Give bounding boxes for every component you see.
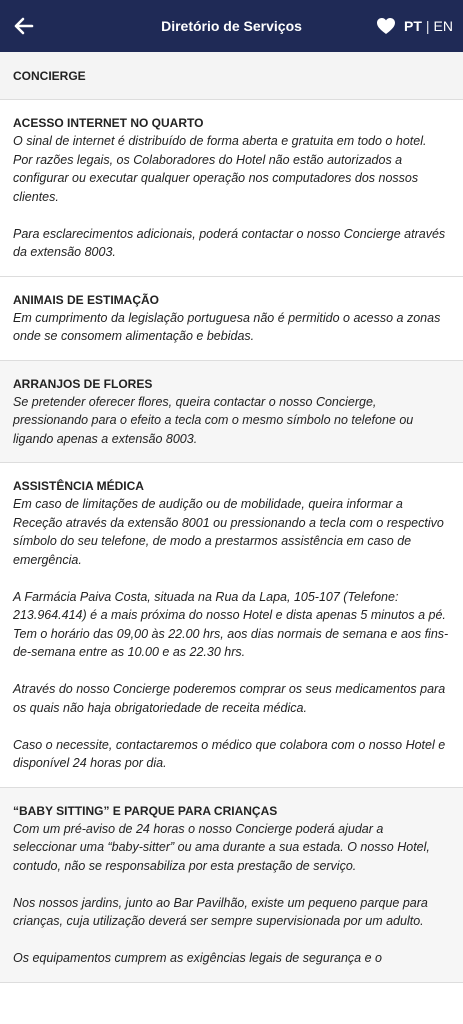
service-item-pets bbox=[0, 277, 463, 361]
heart-icon[interactable] bbox=[376, 16, 396, 36]
header-tools bbox=[376, 0, 453, 52]
service-item-text: O sinal de internet é distribuído de forma aberta e gratuita em todo o hotel. Por razões legais, os Colaboradores do Hotel não estão autorizados a configurar ou executar qualquer operação nos computadores dos nossos clientes. bbox=[13, 134, 427, 204]
service-item-text: A Farmácia Paiva Costa, situada na Rua da Lapa, 105-107 (Telefone: 213.964.414) é a mais próxima do nosso Hotel e dista apenas 5 minutos a pé. Tem o horário das 09,00 às 22.00 hrs, aos dias normais de semana e aos fins-de-semana entre as 10.00 e as 22.30 hrs. bbox=[13, 589, 449, 659]
service-item-text: Em cumprimento da legislação portuguesa não é permitido o acesso a zonas onde se consomem alimentação e bebidas. bbox=[13, 310, 441, 343]
service-item-text: Nos nossos jardins, junto ao Bar Pavilhão, existe um pequeno parque para crianças, cuja utilização deverá ser sempre supervisionada por um adulto. bbox=[13, 895, 428, 928]
language-en-link[interactable]: EN bbox=[433, 18, 453, 34]
service-item-title: “BABY SITTING” E PARQUE PARA CRIANÇAS bbox=[13, 803, 278, 818]
service-item-title: ASSISTÊNCIA MÉDICA bbox=[13, 479, 144, 493]
services-list[interactable] bbox=[0, 52, 463, 1024]
service-item-text: Os equipamentos cumprem as exigências legais de segurança e o bbox=[13, 951, 382, 965]
language-pt-link[interactable]: PT bbox=[404, 18, 422, 34]
service-item-text: Se pretender oferecer flores, queira contactar o nosso Concierge, pressionando para o efeito a tecla com o mesmo símbolo no telefone ou ligando apenas a extensão 8003. bbox=[13, 394, 414, 446]
service-item-baby-sitting bbox=[0, 788, 463, 983]
back-arrow-icon[interactable] bbox=[10, 12, 38, 40]
language-switcher bbox=[404, 18, 453, 34]
service-item-text: Em caso de limitações de audição ou de mobilidade, queira informar a Receção através da extensão 8001 ou pressionando a tecla com o respectivo símbolo do seu telefone, de modo a prestarmos assistência em caso de emergência. bbox=[13, 497, 444, 567]
page-title: Diretório de Serviços bbox=[161, 18, 302, 34]
service-item-text: Através do nosso Concierge poderemos comprar os seus medicamentos para os quais não haja obrigatoriedade de receita médica. bbox=[13, 682, 446, 715]
service-item-title: ACESSO INTERNET NO QUARTO bbox=[13, 116, 204, 130]
service-item-text: Para esclarecimentos adicionais, poderá contactar o nosso Concierge através da extensão 8003. bbox=[13, 226, 446, 259]
service-item-title: ARRANJOS DE FLORES bbox=[13, 376, 153, 391]
top-bar bbox=[0, 0, 463, 52]
language-separator: | bbox=[425, 18, 430, 34]
service-item-title: ANIMAIS DE ESTIMAÇÃO bbox=[13, 292, 160, 307]
service-item-flowers bbox=[0, 361, 463, 464]
service-item-text: Caso o necessite, contactaremos o médico que colabora com o nosso Hotel e disponível 24 horas por dia. bbox=[13, 737, 446, 770]
service-item-medical bbox=[0, 463, 463, 788]
service-item-internet bbox=[0, 100, 463, 277]
service-item-text: Com um pré-aviso de 24 horas o nosso Concierge poderá ajudar a seleccionar uma “baby-sitter” ou ama durante a sua estada. O nosso Hotel, contudo, não se responsabiliza por esta prestação de serviço. bbox=[13, 821, 430, 873]
section-header bbox=[0, 52, 463, 100]
section-title: CONCIERGE bbox=[13, 68, 86, 83]
